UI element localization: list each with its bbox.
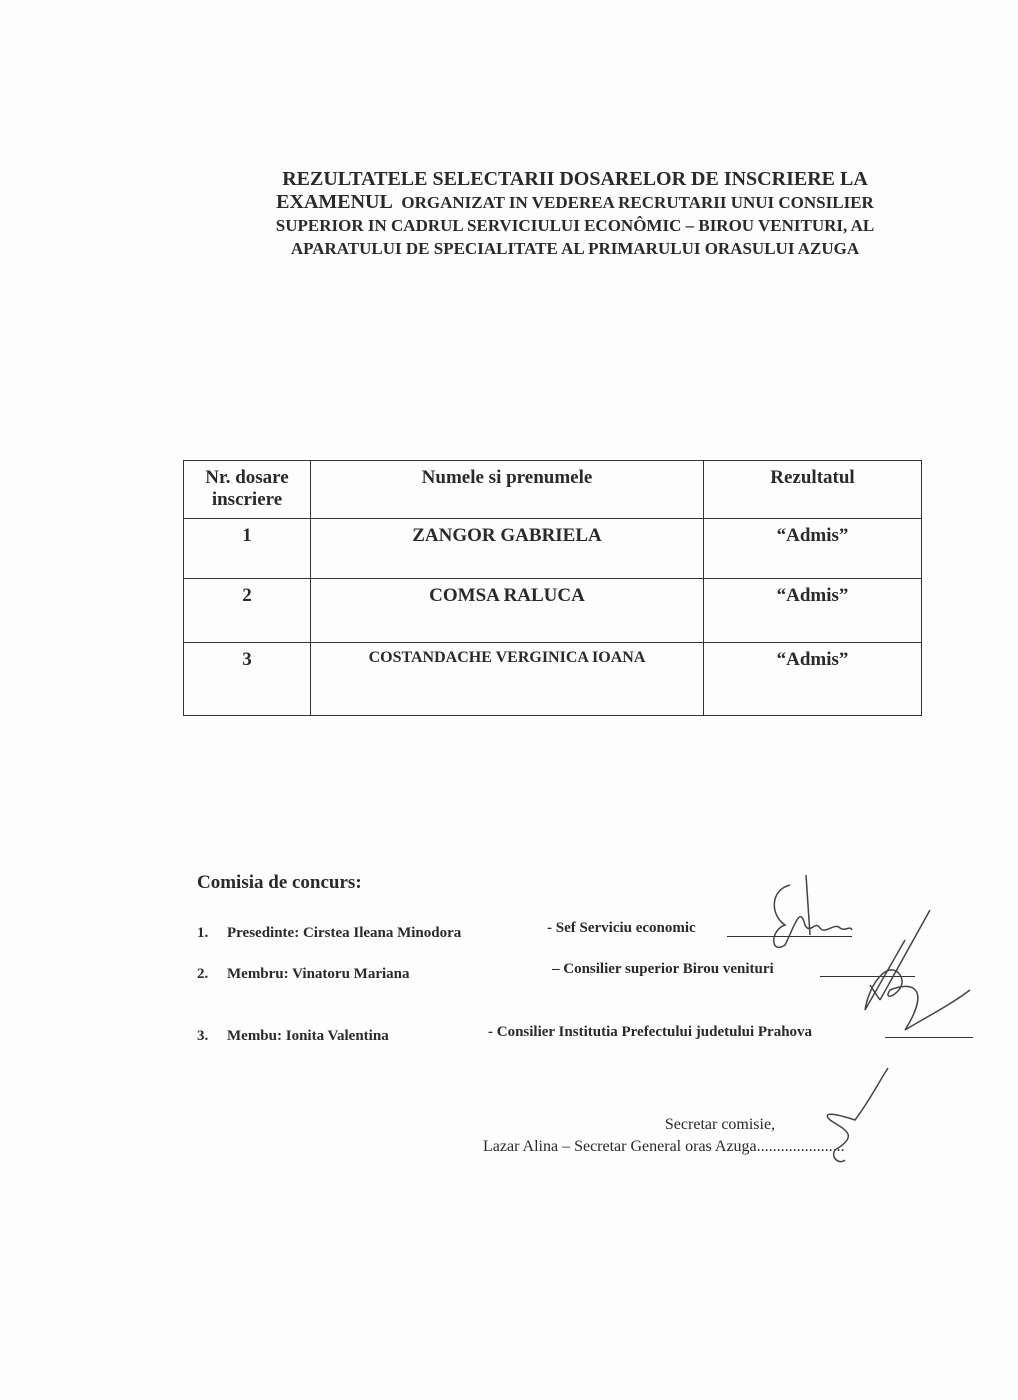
member-2-name: Membru: Vinatoru Mariana bbox=[227, 966, 410, 982]
member-2-num: 2. bbox=[197, 966, 209, 982]
member-3-name: Membu: Ionita Valentina bbox=[227, 1028, 389, 1044]
header-nr: Nr. dosare inscriere bbox=[184, 461, 311, 519]
member-1-num: 1. bbox=[197, 925, 209, 941]
secretary-title: Secretar comisie, bbox=[664, 1116, 776, 1133]
signature-2 bbox=[865, 910, 970, 1030]
signature-3 bbox=[827, 1068, 888, 1162]
cell-nr: 3 bbox=[184, 643, 311, 716]
member-3-role: - Consilier Institutia Prefectului judetului Prahova bbox=[488, 1024, 813, 1040]
secretary-name: Lazar Alina – Secretar General oras Azuga...................... bbox=[483, 1138, 845, 1155]
title-line-3: SUPERIOR IN CADRUL SERVICIULUI ECONÔMIC – BIROU VENITURI, AL bbox=[275, 216, 875, 235]
cell-nr: 2 bbox=[184, 579, 311, 643]
header-name: Numele si prenumele bbox=[311, 461, 704, 519]
member-3-num: 3. bbox=[197, 1028, 209, 1044]
member-1-name: Presedinte: Cirstea Ileana Minodora bbox=[227, 925, 462, 941]
member-2-role: – Consilier superior Birou venituri bbox=[552, 961, 774, 977]
commission-heading: Comisia de concurs: bbox=[197, 872, 362, 893]
cell-name: COSTANDACHE VERGINICA IOANA bbox=[311, 643, 704, 716]
member-1-role: - Sef Serviciu economic bbox=[547, 920, 696, 936]
title-line-4: APARATULUI DE SPECIALITATE AL PRIMARULUI ORASULUI AZUGA bbox=[290, 239, 860, 258]
cell-nr: 1 bbox=[184, 519, 311, 579]
cell-result: “Admis” bbox=[704, 519, 922, 579]
cell-result: “Admis” bbox=[704, 643, 922, 716]
signature-1 bbox=[774, 875, 852, 947]
cell-name: COMSA RALUCA bbox=[311, 579, 704, 643]
title-line-1: REZULTATELE SELECTARII DOSARELOR DE INSCRIERE LA bbox=[282, 168, 868, 190]
cell-result: “Admis” bbox=[704, 579, 922, 643]
cell-name: ZANGOR GABRIELA bbox=[311, 519, 704, 579]
title-line-2: EXAMENUL ORGANIZAT IN VEDEREA RECRUTARII UNUI CONSILIER bbox=[276, 191, 874, 213]
header-result: Rezultatul bbox=[704, 461, 922, 519]
